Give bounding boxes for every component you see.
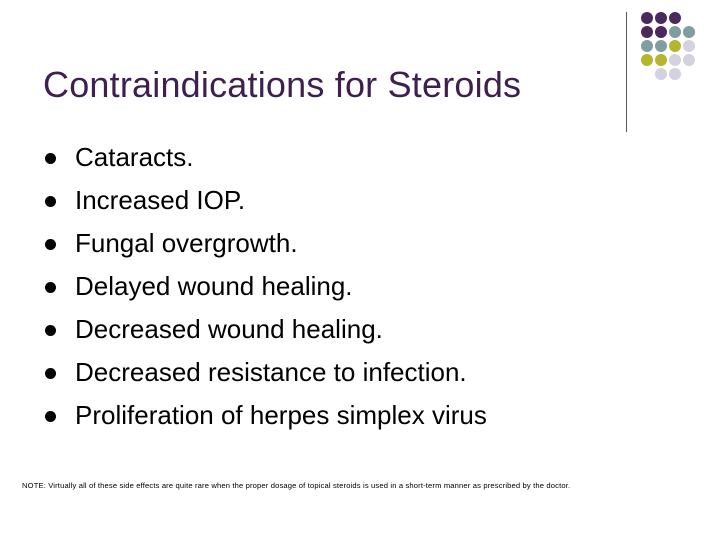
decorative-dot xyxy=(669,26,681,38)
decorative-dot xyxy=(655,54,667,66)
bullet-item xyxy=(45,314,487,357)
decorative-dot xyxy=(641,26,653,38)
decorative-dot xyxy=(655,40,667,52)
bullet-text: Cataracts. xyxy=(75,142,194,172)
bullet-text: Decreased resistance to infection. xyxy=(75,357,467,387)
slide-title: Contraindications for Steroids xyxy=(43,64,522,105)
decorative-dot xyxy=(669,54,681,66)
bullet-text: Proliferation of herpes simplex virus xyxy=(75,400,487,430)
bullet-list xyxy=(45,142,487,443)
decorative-dot xyxy=(641,54,653,66)
bullet-item xyxy=(45,228,487,271)
bullet-text: Fungal overgrowth. xyxy=(75,228,298,258)
bullet-icon xyxy=(45,196,56,207)
decorative-dot xyxy=(655,26,667,38)
decorative-dot xyxy=(655,12,667,24)
bullet-icon xyxy=(45,325,56,336)
decorative-dot xyxy=(655,68,667,80)
decorative-dot xyxy=(641,12,653,24)
decorative-dot xyxy=(669,12,681,24)
decorative-dot xyxy=(669,68,681,80)
decorative-dot xyxy=(683,40,695,52)
bullet-icon xyxy=(45,282,56,293)
footnote: NOTE: Virtually all of these side effects are quite rare when the proper dosage of topical steroids is used in a short-term manner as prescribed by the doctor. xyxy=(22,481,571,490)
bullet-item xyxy=(45,185,487,228)
decorative-dot xyxy=(641,40,653,52)
bullet-icon xyxy=(45,153,56,164)
bullet-item xyxy=(45,142,487,185)
title-divider-line xyxy=(626,12,627,132)
bullet-icon xyxy=(45,411,56,422)
decorative-dot xyxy=(669,40,681,52)
decorative-dot xyxy=(683,26,695,38)
bullet-item xyxy=(45,400,487,443)
bullet-item xyxy=(45,271,487,314)
bullet-item xyxy=(45,357,487,400)
bullet-text: Decreased wound healing. xyxy=(75,314,383,344)
bullet-text: Delayed wound healing. xyxy=(75,271,353,301)
bullet-icon xyxy=(45,368,56,379)
bullet-icon xyxy=(45,239,56,250)
bullet-text: Increased IOP. xyxy=(75,185,246,215)
decorative-dot xyxy=(683,54,695,66)
